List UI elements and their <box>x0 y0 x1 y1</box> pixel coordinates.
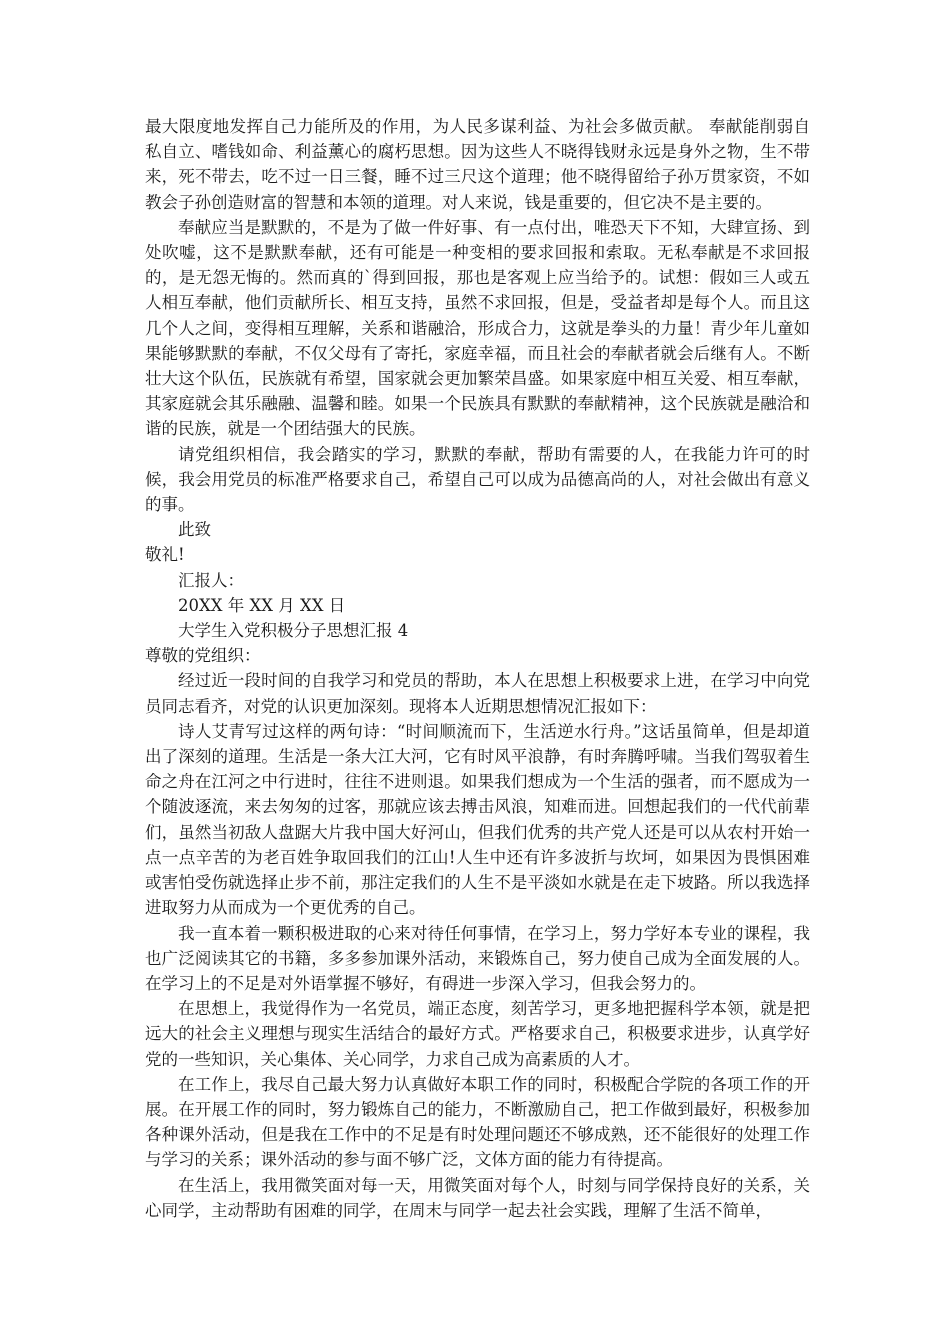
paragraph-life: 在生活上，我用微笑面对每一天，用微笑面对每个人，时刻与同学保持良好的关系，关心同学，主动帮助有困难的同学，在周末与同学一起去社会实践，理解了生活不简单， <box>145 1175 810 1220</box>
paragraph-study: 我一直本着一颗积极进取的心来对待任何事情，在学习上，努力学好本专业的课程，我也广泛阅读其它的书籍，多多参加课外活动，来锻炼自己，努力使自己成为全面发展的人。在学习上的不足是对外语掌握不够好，有碍进一步深入学习，但我会努力的。 <box>145 923 810 993</box>
closing-regards: 敬礼! <box>145 545 185 565</box>
report-date: 20XX 年 XX 月 XX 日 <box>178 595 346 615</box>
paragraph-thought: 在思想上，我觉得作为一名党员，端正态度，刻苦学习，更多地把握科学本领，就是把远大的社会主义理想与现实生活结合的最好方式。严格要求自己，积极要求进步，认真学好党的一些知识，关心集体、关心同学，力求自己成为高素质的人才。 <box>145 999 810 1069</box>
paragraph-silent-dedication: 奉献应当是默默的，不是为了做一件好事、有一点付出，唯恐天下不知，大肆宣扬、到处吹嘘，这不是默默奉献，还有可能是一种变相的要求回报和索取。无私奉献是不求回报的，是无怨无悔的。然而真的`得到回报，那也是客观上应当给予的。试想：假如三人或五人相互奉献，他们贡献所长、相互支持，虽然不求回报，但是，受益者却是每个人。而且这几个人之间，变得相互理解，关系和谐融洽，形成合力，这就是拳头的力量！青少年儿童如果能够默默的奉献，不仅父母有了寄托，家庭幸福，而且社会的奉献者就会后继有人。不断壮大这个队伍，民族就有希望，国家就会更加繁荣昌盛。如果家庭中相互关爱、相互奉献，其家庭就会其乐融融、温馨和睦。如果一个民族具有默默的奉献精神，这个民族就是融洽和谐的民族，就是一个团结强大的民族。 <box>145 217 810 439</box>
closing-salute: 此致 <box>178 520 211 540</box>
paragraph-dedication-intro: 最大限度地发挥自己力能所及的作用，为人民多谋利益、为社会多做贡献。 奉献能削弱自私自立、嗜钱如命、利益薰心的腐朽思想。因为这些人不晓得钱财永远是身外之物，生不带来，死不带去，吃不过一日三餐，睡不过三尺这个道理；他不晓得留给子孙万贯家资，不如教会子孙创造财富的智慧和本领的道理。对人来说，钱是重要的，但它决不是主要的。 <box>145 117 810 212</box>
salutation: 尊敬的党组织： <box>145 646 261 666</box>
paragraph-pledge: 请党组织相信，我会踏实的学习，默默的奉献，帮助有需要的人，在我能力许可的时候，我会用党员的标准严格要求自己，希望自己可以成为品德高尚的人，对社会做出有意义的事。 <box>145 444 810 515</box>
reporter-label: 汇报人： <box>178 570 244 590</box>
paragraph-work: 在工作上，我尽自己最大努力认真做好本职工作的同时，积极配合学院的各项工作的开展。在开展工作的同时，努力锻炼自己的能力，不断激励自己，把工作做到最好，积极参加各种课外活动，但是我在工作中的不足是有时处理问题还不够成熟，还不能很好的处理工作与学习的关系；课外活动的参与面不够广泛，文体方面的能力有待提高。 <box>145 1074 810 1170</box>
paragraph-poem: 诗人艾青写过这样的两句诗：“时间顺流而下，生活逆水行舟。”这话虽简单，但是却道出了深刻的道理。生活是一条大江大河，它有时风平浪静，有时奔腾呼啸。当我们驾驭着生命之舟在江河之中行进时，往往不进则退。如果我们想成为一个生活的强者，而不愿成为一个随波逐流，来去匆匆的过客，那就应该去搏击风浪，知难而进。回想起我们的一代代前辈们，虽然当初敌人盘踞大片我中国大好河山，但我们优秀的共产党人还是可以从农村开始一点一点辛苦的为老百姓争取回我们的江山!人生中还有许多波折与坎坷，如果因为畏惧困难或害怕受伤就选择止步不前，那注定我们的人生不是平淡如水就是在走下坡路。所以我选择进取努力从而成为一个更优秀的自己。 <box>145 721 810 918</box>
paragraph-overview: 经过近一段时间的自我学习和党员的帮助，本人在思想上积极要求上进，在学习中向党员同志看齐，对党的认识更加深刻。现将本人近期思想情况汇报如下： <box>145 671 810 716</box>
report-title: 大学生入党积极分子思想汇报 4 <box>178 621 409 641</box>
document-page <box>145 114 810 1223</box>
